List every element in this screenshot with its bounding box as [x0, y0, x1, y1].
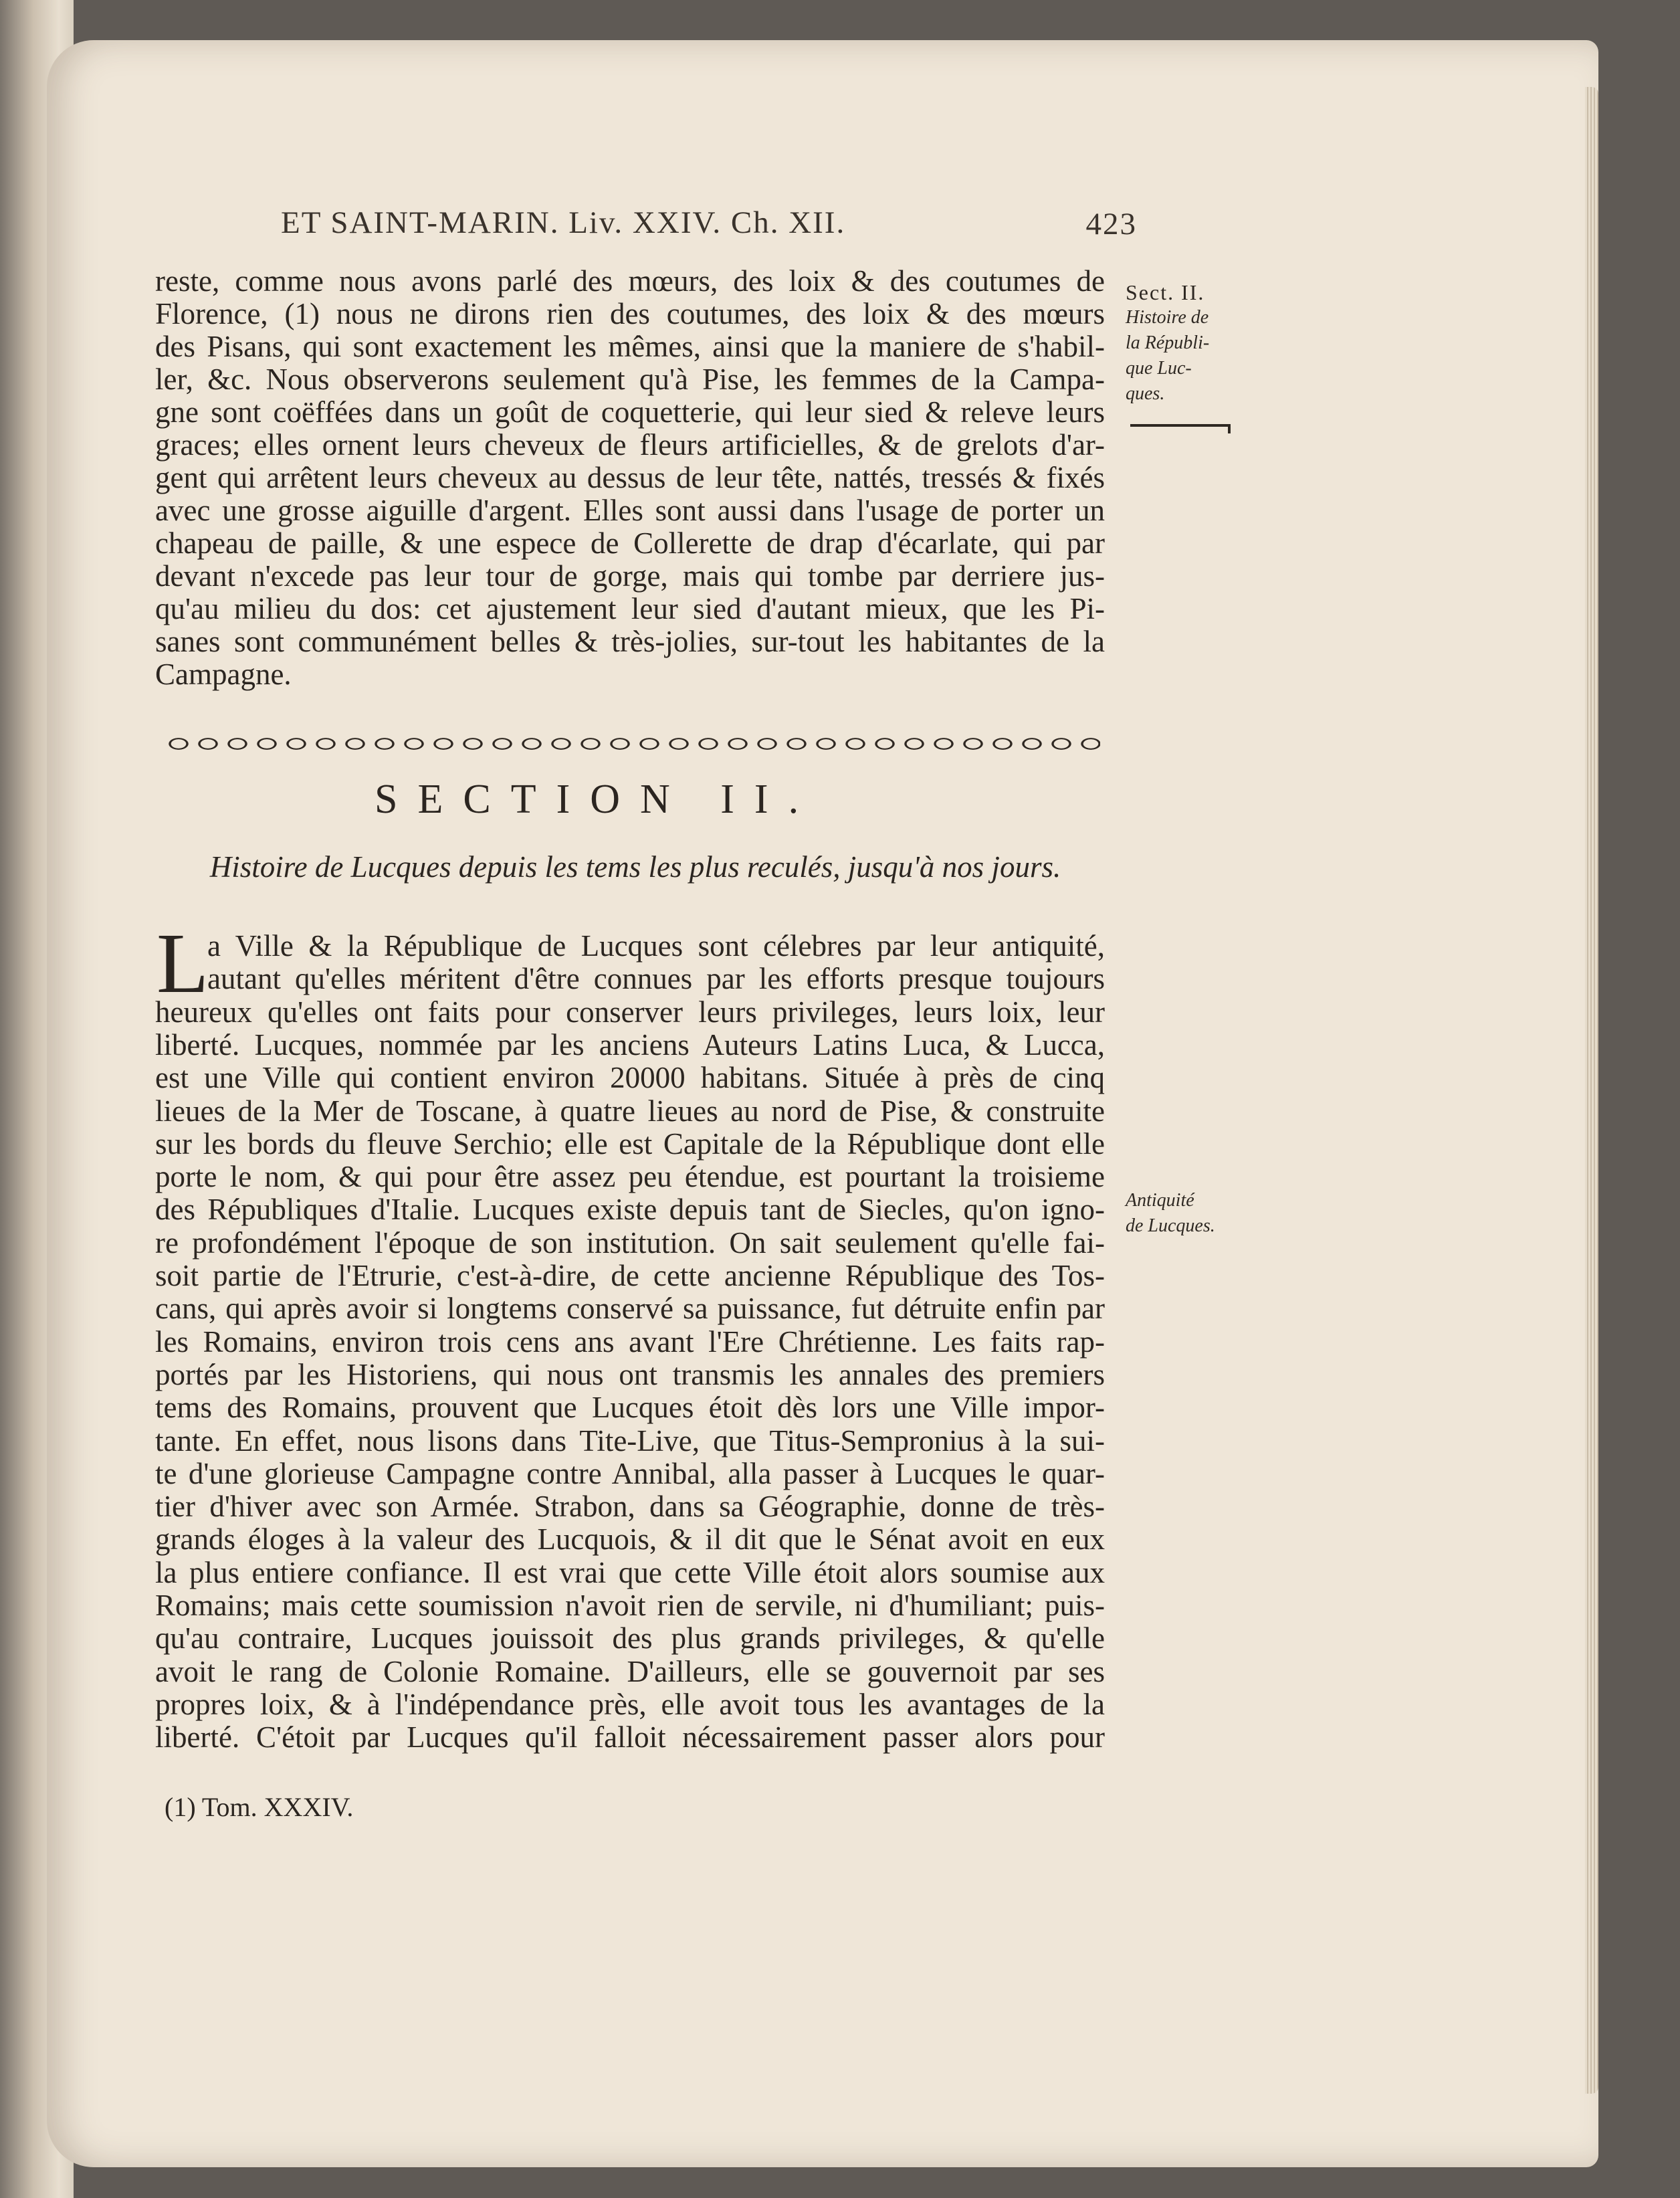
text-line: liberté. Lucques, nommée par les anciens Auteurs Latins Luca, & Lucca,	[155, 1027, 1105, 1062]
footnote: (1) Tom. XXXIV.	[165, 1792, 354, 1822]
text-line: autant qu'elles méritent d'être connues par les efforts presque toujours	[207, 962, 1105, 996]
text-line: chapeau de paille, & une espece de Collerette de drap d'écarlate, qui par	[155, 526, 1105, 560]
text-line: liberté. C'étoit par Lucques qu'il falloit nécessairement passer alors pour	[155, 1720, 1105, 1755]
text-line: grands éloges à la valeur des Lucquois, & il dit que le Sénat avoit en eux	[155, 1522, 1105, 1557]
text-line: Campagne.	[155, 658, 292, 691]
text-line: gent qui arrêtent leurs cheveux au dessus de leur tête, nattés, tressés & fixés	[155, 461, 1105, 494]
text-line: les Romains, environ trois cens ans avant l'Ere Chrétienne. Les faits rap-	[155, 1324, 1105, 1359]
text-line: te d'une glorieuse Campagne contre Annibal, alla passer à Lucques le quar-	[155, 1456, 1105, 1490]
page-number: 423	[1085, 207, 1137, 241]
text-line: porte le nom, & qui pour être assez peu étendue, est pourtant la troisieme	[155, 1160, 1105, 1194]
text-line: sur les bords du fleuve Serchio; elle est Capitale de la République dont elle	[155, 1126, 1105, 1161]
text-line: soit partie de l'Etrurie, c'est-à-dire, de cette ancienne République des Tos-	[155, 1259, 1105, 1292]
text-line: ler, &c. Nous observerons seulement qu'à Pise, les femmes de la Campa-	[155, 363, 1105, 396]
text-line: avoit le rang de Colonie Romaine. D'ailleurs, elle se gouvernoit par ses	[155, 1654, 1105, 1688]
text-line: qu'au contraire, Lucques jouissoit des plus grands privileges, & qu'elle	[155, 1621, 1105, 1656]
running-title: ET SAINT-MARIN. Liv. XXIV. Ch. XII.	[281, 205, 846, 240]
text-line: Florence, (1) nous ne dirons rien des coutumes, des loix & des mœurs	[155, 297, 1105, 330]
text-line: tier d'hiver avec son Armée. Strabon, dans sa Géographie, donne de très-	[155, 1490, 1105, 1524]
text-line: re profondément l'époque de son institution. On sait seulement qu'elle fai-	[155, 1225, 1105, 1260]
text-line: Romains; mais cette soumission n'avoit rien de servile, ni d'humiliant; puis-	[155, 1589, 1105, 1622]
text-line: portés par les Historiens, qui nous ont transmis les annales des premiers	[155, 1357, 1105, 1391]
text-line: est une Ville qui contient environ 20000 habitans. Située à près de cinq	[155, 1061, 1105, 1095]
margin-note-line: Antiquité	[1126, 1190, 1194, 1211]
running-header	[281, 205, 1137, 252]
margin-note-line: Histoire de	[1126, 307, 1209, 328]
section-title: SECTION II.	[375, 777, 819, 822]
margin-note-line: la Républi-	[1126, 332, 1210, 353]
section-subtitle: Histoire de Lucques depuis les tems les plus reculés, jusqu'à nos jours.	[209, 850, 1061, 884]
text-line: heureux qu'elles ont faits pour conserver leurs privileges, leurs loix, leur	[155, 995, 1105, 1029]
text-line: graces; elles ornent leurs cheveux de fleurs artificielles, & de grelots d'ar-	[155, 428, 1105, 462]
text-line: devant n'excede pas leur tour de gorge, mais qui tombe par derriere jus-	[155, 559, 1105, 593]
text-line: reste, comme nous avons parlé des mœurs, des loix & des coutumes de	[155, 264, 1105, 298]
page-stack-edge	[1585, 87, 1598, 2094]
margin-note-line: ques.	[1126, 383, 1165, 404]
margin-note-section	[1126, 280, 1259, 407]
drop-cap: L	[156, 916, 209, 1011]
margin-note-line: de Lucques.	[1126, 1215, 1215, 1236]
decorative-border	[164, 732, 1100, 756]
text-line: la plus entiere confiance. Il est vrai que cette Ville étoit alors soumise aux	[155, 1555, 1105, 1589]
text-line: qu'au milieu du dos: cet ajustement leur sied d'autant mieux, que les Pi-	[155, 592, 1105, 625]
text-line: gne sont coëffées dans un goût de coquetterie, qui leur sied & releve leurs	[155, 395, 1105, 429]
margin-rule	[1130, 424, 1231, 427]
margin-note-antiquity	[1126, 1188, 1259, 1239]
text-line: tante. En effet, nous lisons dans Tite-Live, que Titus-Sempronius à la sui-	[155, 1423, 1105, 1458]
text-line: propres loix, & à l'indépendance près, elle avoit tous les avantages de la	[155, 1687, 1105, 1721]
text-line: avec une grosse aiguille d'argent. Elles sont aussi dans l'usage de porter un	[155, 494, 1105, 527]
text-line: lieues de la Mer de Toscane, à quatre lieues au nord de Pise, & construite	[155, 1094, 1105, 1128]
margin-note-line: que Luc-	[1126, 358, 1192, 379]
text-line: des Pisans, qui sont exactement les mêmes, ainsi que la maniere de s'habil-	[155, 330, 1105, 363]
text-line: cans, qui après avoir si longtems conservé sa puissance, fut détruite enfin par	[155, 1292, 1105, 1326]
text-line: sanes sont communément belles & très-jolies, sur-tout les habitantes de la	[155, 625, 1105, 658]
text-line: tems des Romains, prouvent que Lucques étoit dès lors une Ville impor-	[155, 1391, 1105, 1425]
text-line: a Ville & la République de Lucques sont célebres par leur antiquité,	[207, 929, 1105, 963]
margin-sect-label: Sect. II.	[1126, 280, 1205, 304]
text-line: des Républiques d'Italie. Lucques existe depuis tant de Siecles, qu'on igno-	[155, 1193, 1105, 1227]
